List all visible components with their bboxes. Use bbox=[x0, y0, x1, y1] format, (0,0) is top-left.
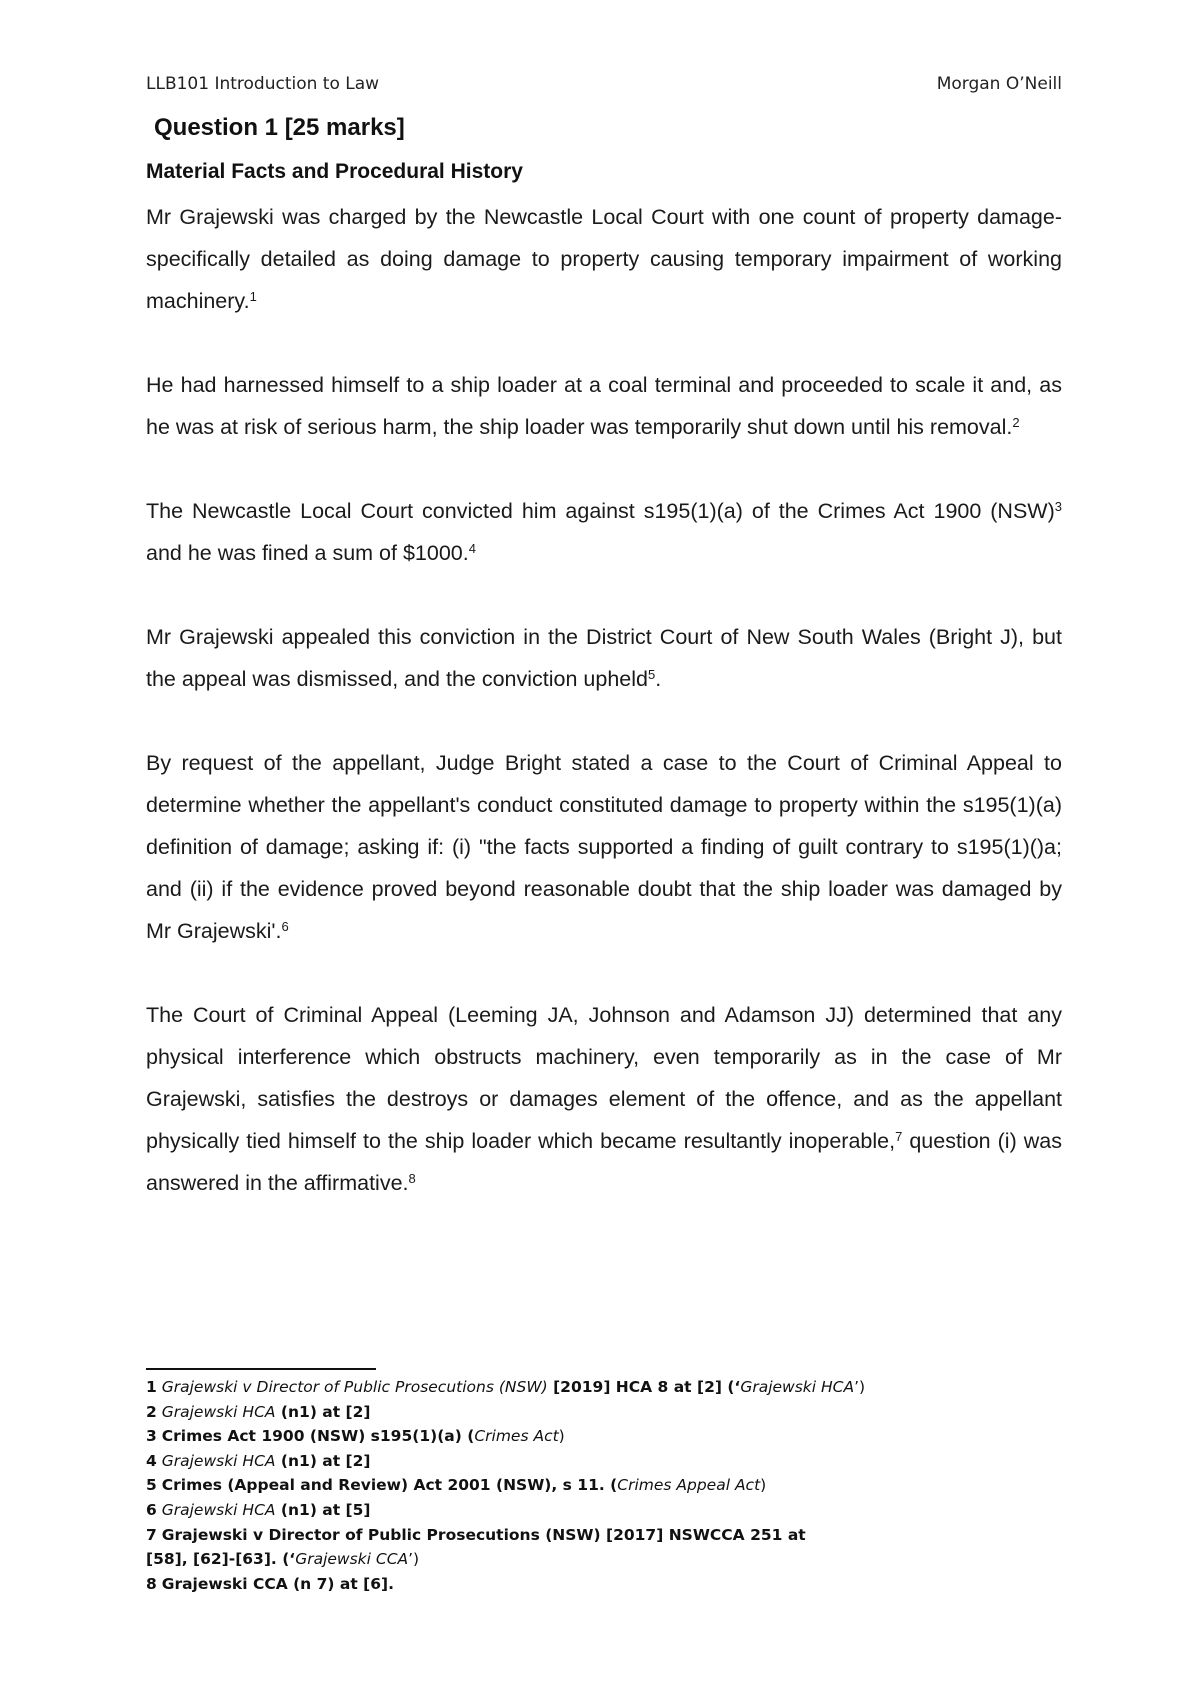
paragraph-6 bbox=[146, 994, 1062, 1204]
footnote-5 bbox=[146, 1473, 1076, 1498]
footnote-ref[interactable]: 3 bbox=[1054, 499, 1062, 514]
footnote-ref[interactable]: 7 bbox=[895, 1129, 903, 1144]
footnote-text: ) bbox=[558, 1427, 565, 1446]
paragraph-5 bbox=[146, 742, 1062, 952]
footnote-number: 3 bbox=[146, 1427, 157, 1446]
footnote-ref[interactable]: 2 bbox=[1012, 415, 1020, 430]
footnote-number: 5 bbox=[146, 1476, 157, 1495]
paragraph-text: He had harnessed himself to a ship loader at a coal terminal and proceeded to scale it and, as he was at risk of serious harm, the ship loader was temporarily shut down until his removal. bbox=[146, 373, 1062, 439]
section-heading: Material Facts and Procedural History bbox=[146, 160, 523, 183]
footnote-text: ) bbox=[760, 1476, 767, 1495]
footnote-7-cont bbox=[146, 1547, 1076, 1572]
footnote-text: Grajewski v Director of Public Prosecutions (NSW) [2017] NSWCCA 251 at bbox=[161, 1525, 806, 1544]
paragraph-text: The Newcastle Local Court convicted him against s195(1)(a) of the Crimes Act 1900 (NSW) bbox=[146, 499, 1055, 523]
footnote-number: 4 bbox=[146, 1451, 157, 1470]
paragraph-text: The Court of Criminal Appeal (Leeming JA, Johnson and Adamson JJ) determined that any physical interference which obstructs machinery, even temporarily as in the case of Mr Grajewski, satisfies the destroys or damages element of the offence, and as the appellant physically tied himself to the ship loader which became resultantly inoperable, bbox=[146, 1003, 1062, 1153]
footnote-text: ’) bbox=[408, 1550, 420, 1569]
footnotes bbox=[146, 1375, 1076, 1596]
footnote-3 bbox=[146, 1424, 1076, 1449]
footnote-4 bbox=[146, 1449, 1076, 1474]
footnote-text: Crimes (Appeal and Review) Act 2001 (NSW), s 11. ( bbox=[161, 1476, 618, 1495]
footnote-2 bbox=[146, 1400, 1076, 1425]
footnote-text: ’) bbox=[854, 1378, 866, 1396]
paragraph-text: Mr Grajewski was charged by the Newcastle Local Court with one count of property damage- specifically detailed as doing damage to property causing temporary impairment of working machinery. bbox=[146, 205, 1062, 313]
paragraph-4 bbox=[146, 616, 1062, 700]
footnote-number: 1 bbox=[146, 1378, 157, 1396]
footnote-short: Crimes Appeal Act bbox=[617, 1476, 761, 1495]
footnote-short: Crimes Act bbox=[474, 1427, 559, 1446]
header-author: Morgan O’Neill bbox=[936, 74, 1062, 94]
paragraph-text: and he was fined a sum of $1000. bbox=[146, 541, 469, 565]
footnote-short: Grajewski HCA bbox=[161, 1402, 276, 1421]
footnote-ref[interactable]: 8 bbox=[408, 1171, 416, 1186]
footnote-ref[interactable]: 5 bbox=[648, 667, 656, 682]
paragraph-text: Mr Grajewski appealed this conviction in the District Court of New South Wales (Bright J), but the appeal was dismissed, and the conviction upheld bbox=[146, 625, 1062, 691]
paragraph-text: By request of the appellant, Judge Bright stated a case to the Court of Criminal Appeal to determine whether the appellant's conduct constituted damage to property within the s195(1)(a) definition of damage; asking if: (i) "the facts supported a finding of guilt contrary to s195(1)()a; and (ii) if the evidence proved beyond reasonable doubt that the ship loader was damaged by Mr Grajewski'. bbox=[146, 751, 1062, 943]
footnote-ref[interactable]: 6 bbox=[281, 919, 289, 934]
footnote-short: Grajewski HCA bbox=[161, 1500, 276, 1519]
question-title: Question 1 [25 marks] bbox=[154, 114, 405, 141]
paragraph-text: . bbox=[655, 667, 662, 691]
footnote-number: 7 bbox=[146, 1525, 157, 1544]
footnote-ref[interactable]: 1 bbox=[249, 289, 257, 304]
footnote-number: 6 bbox=[146, 1500, 157, 1519]
footnote-1 bbox=[146, 1375, 1076, 1400]
footnote-text: (n1) at [2] bbox=[275, 1451, 371, 1470]
footnote-8 bbox=[146, 1572, 1076, 1597]
footnote-number: 2 bbox=[146, 1402, 157, 1421]
footnote-text: Crimes Act 1900 (NSW) s195(1)(a) ( bbox=[161, 1427, 475, 1446]
footnote-text: Grajewski CCA (n 7) at [6]. bbox=[161, 1574, 394, 1593]
footnote-ref[interactable]: 4 bbox=[468, 541, 476, 556]
footnote-text: (n1) at [5] bbox=[275, 1500, 371, 1519]
paragraph-2 bbox=[146, 364, 1062, 448]
footnote-7 bbox=[146, 1523, 1076, 1548]
paragraph-text: question (i) was answered in the affirmative. bbox=[146, 1129, 1063, 1195]
footnote-number: 8 bbox=[146, 1574, 157, 1593]
footnote-text: [58], [62]-[63]. (‘ bbox=[146, 1550, 296, 1569]
footnote-short: Grajewski CCA bbox=[295, 1550, 409, 1569]
footnote-text: (n1) at [2] bbox=[275, 1402, 371, 1421]
footnote-6 bbox=[146, 1498, 1076, 1523]
footnote-text: [2019] HCA 8 at [2] (‘ bbox=[547, 1378, 741, 1396]
footnote-case: Grajewski v Director of Public Prosecutions (NSW) bbox=[161, 1378, 548, 1396]
document-body bbox=[146, 196, 1062, 1204]
header-course: LLB101 Introduction to Law bbox=[146, 74, 380, 94]
footnote-separator bbox=[146, 1368, 376, 1370]
footnote-short: Grajewski HCA bbox=[740, 1378, 855, 1396]
footnote-short: Grajewski HCA bbox=[161, 1451, 276, 1470]
paragraph-3 bbox=[146, 490, 1062, 574]
paragraph-1 bbox=[146, 196, 1062, 322]
